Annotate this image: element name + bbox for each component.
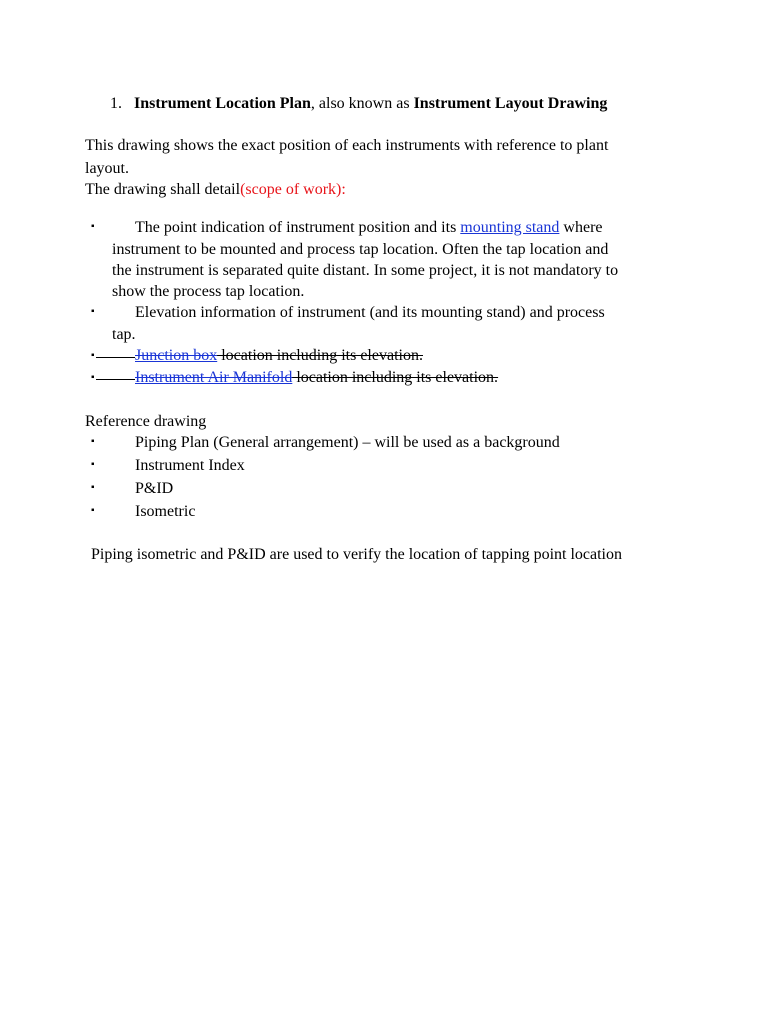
instrument-air-manifold-link[interactable]: Instrument Air Manifold: [135, 369, 293, 386]
bullet-icon: ▪: [91, 505, 95, 516]
closing-text: Piping isometric and P&ID are used to verify the location of tapping point location: [91, 546, 622, 563]
bullet-icon: ▪: [91, 350, 95, 361]
intro-line-1: This drawing shows the exact position of each instruments with reference to plant: [85, 137, 609, 154]
scope-item-1-line-4: show the process tap location.: [112, 283, 305, 300]
strike-lead: [96, 357, 135, 358]
bullet-icon: ▪: [91, 459, 95, 470]
heading-alt-title: Instrument Layout Drawing: [413, 95, 608, 112]
intro-line-2: layout.: [85, 160, 129, 177]
scope-item-3: [135, 346, 423, 366]
junction-box-link[interactable]: Junction box: [135, 347, 218, 364]
intro-line-3: [85, 180, 346, 200]
scope-item-4-text: location including its elevation.: [292, 369, 499, 386]
mounting-stand-link[interactable]: mounting stand: [460, 219, 560, 236]
heading: [110, 94, 607, 114]
reference-item: Isometric: [135, 503, 196, 520]
scope-item-2-line-1: Elevation information of instrument (and its mounting stand) and process: [135, 304, 605, 321]
scope-item-1-line-2: instrument to be mounted and process tap location. Often the tap location and: [112, 241, 609, 258]
scope-item-1-text-end: where: [559, 219, 603, 236]
scope-item-1-line-1: [135, 218, 603, 238]
reference-item: P&ID: [135, 480, 174, 497]
intro-prefix: The drawing shall detail: [85, 181, 241, 198]
reference-title: Reference drawing: [85, 413, 207, 430]
bullet-icon: ▪: [91, 372, 95, 383]
scope-item-2-line-2: tap.: [112, 326, 136, 343]
bullet-icon: ▪: [91, 221, 95, 232]
scope-item-1-line-3: the instrument is separated quite distant. In some project, it is not mandatory to: [112, 262, 619, 279]
scope-item-1-text: The point indication of instrument position and its: [135, 219, 461, 236]
heading-number: 1.: [110, 95, 122, 112]
bullet-icon: ▪: [91, 306, 95, 317]
scope-item-4: [135, 368, 498, 388]
heading-connector: , also known as: [310, 95, 414, 112]
heading-title: Instrument Location Plan: [134, 95, 311, 112]
strike-lead: [96, 379, 135, 380]
bullet-icon: ▪: [91, 436, 95, 447]
scope-item-3-text: location including its elevation.: [217, 347, 423, 364]
reference-item: Piping Plan (General arrangement) – will be used as a background: [135, 434, 560, 451]
scope-of-work-label: (scope of work):: [240, 181, 346, 198]
bullet-icon: ▪: [91, 482, 95, 493]
reference-item: Instrument Index: [135, 457, 245, 474]
